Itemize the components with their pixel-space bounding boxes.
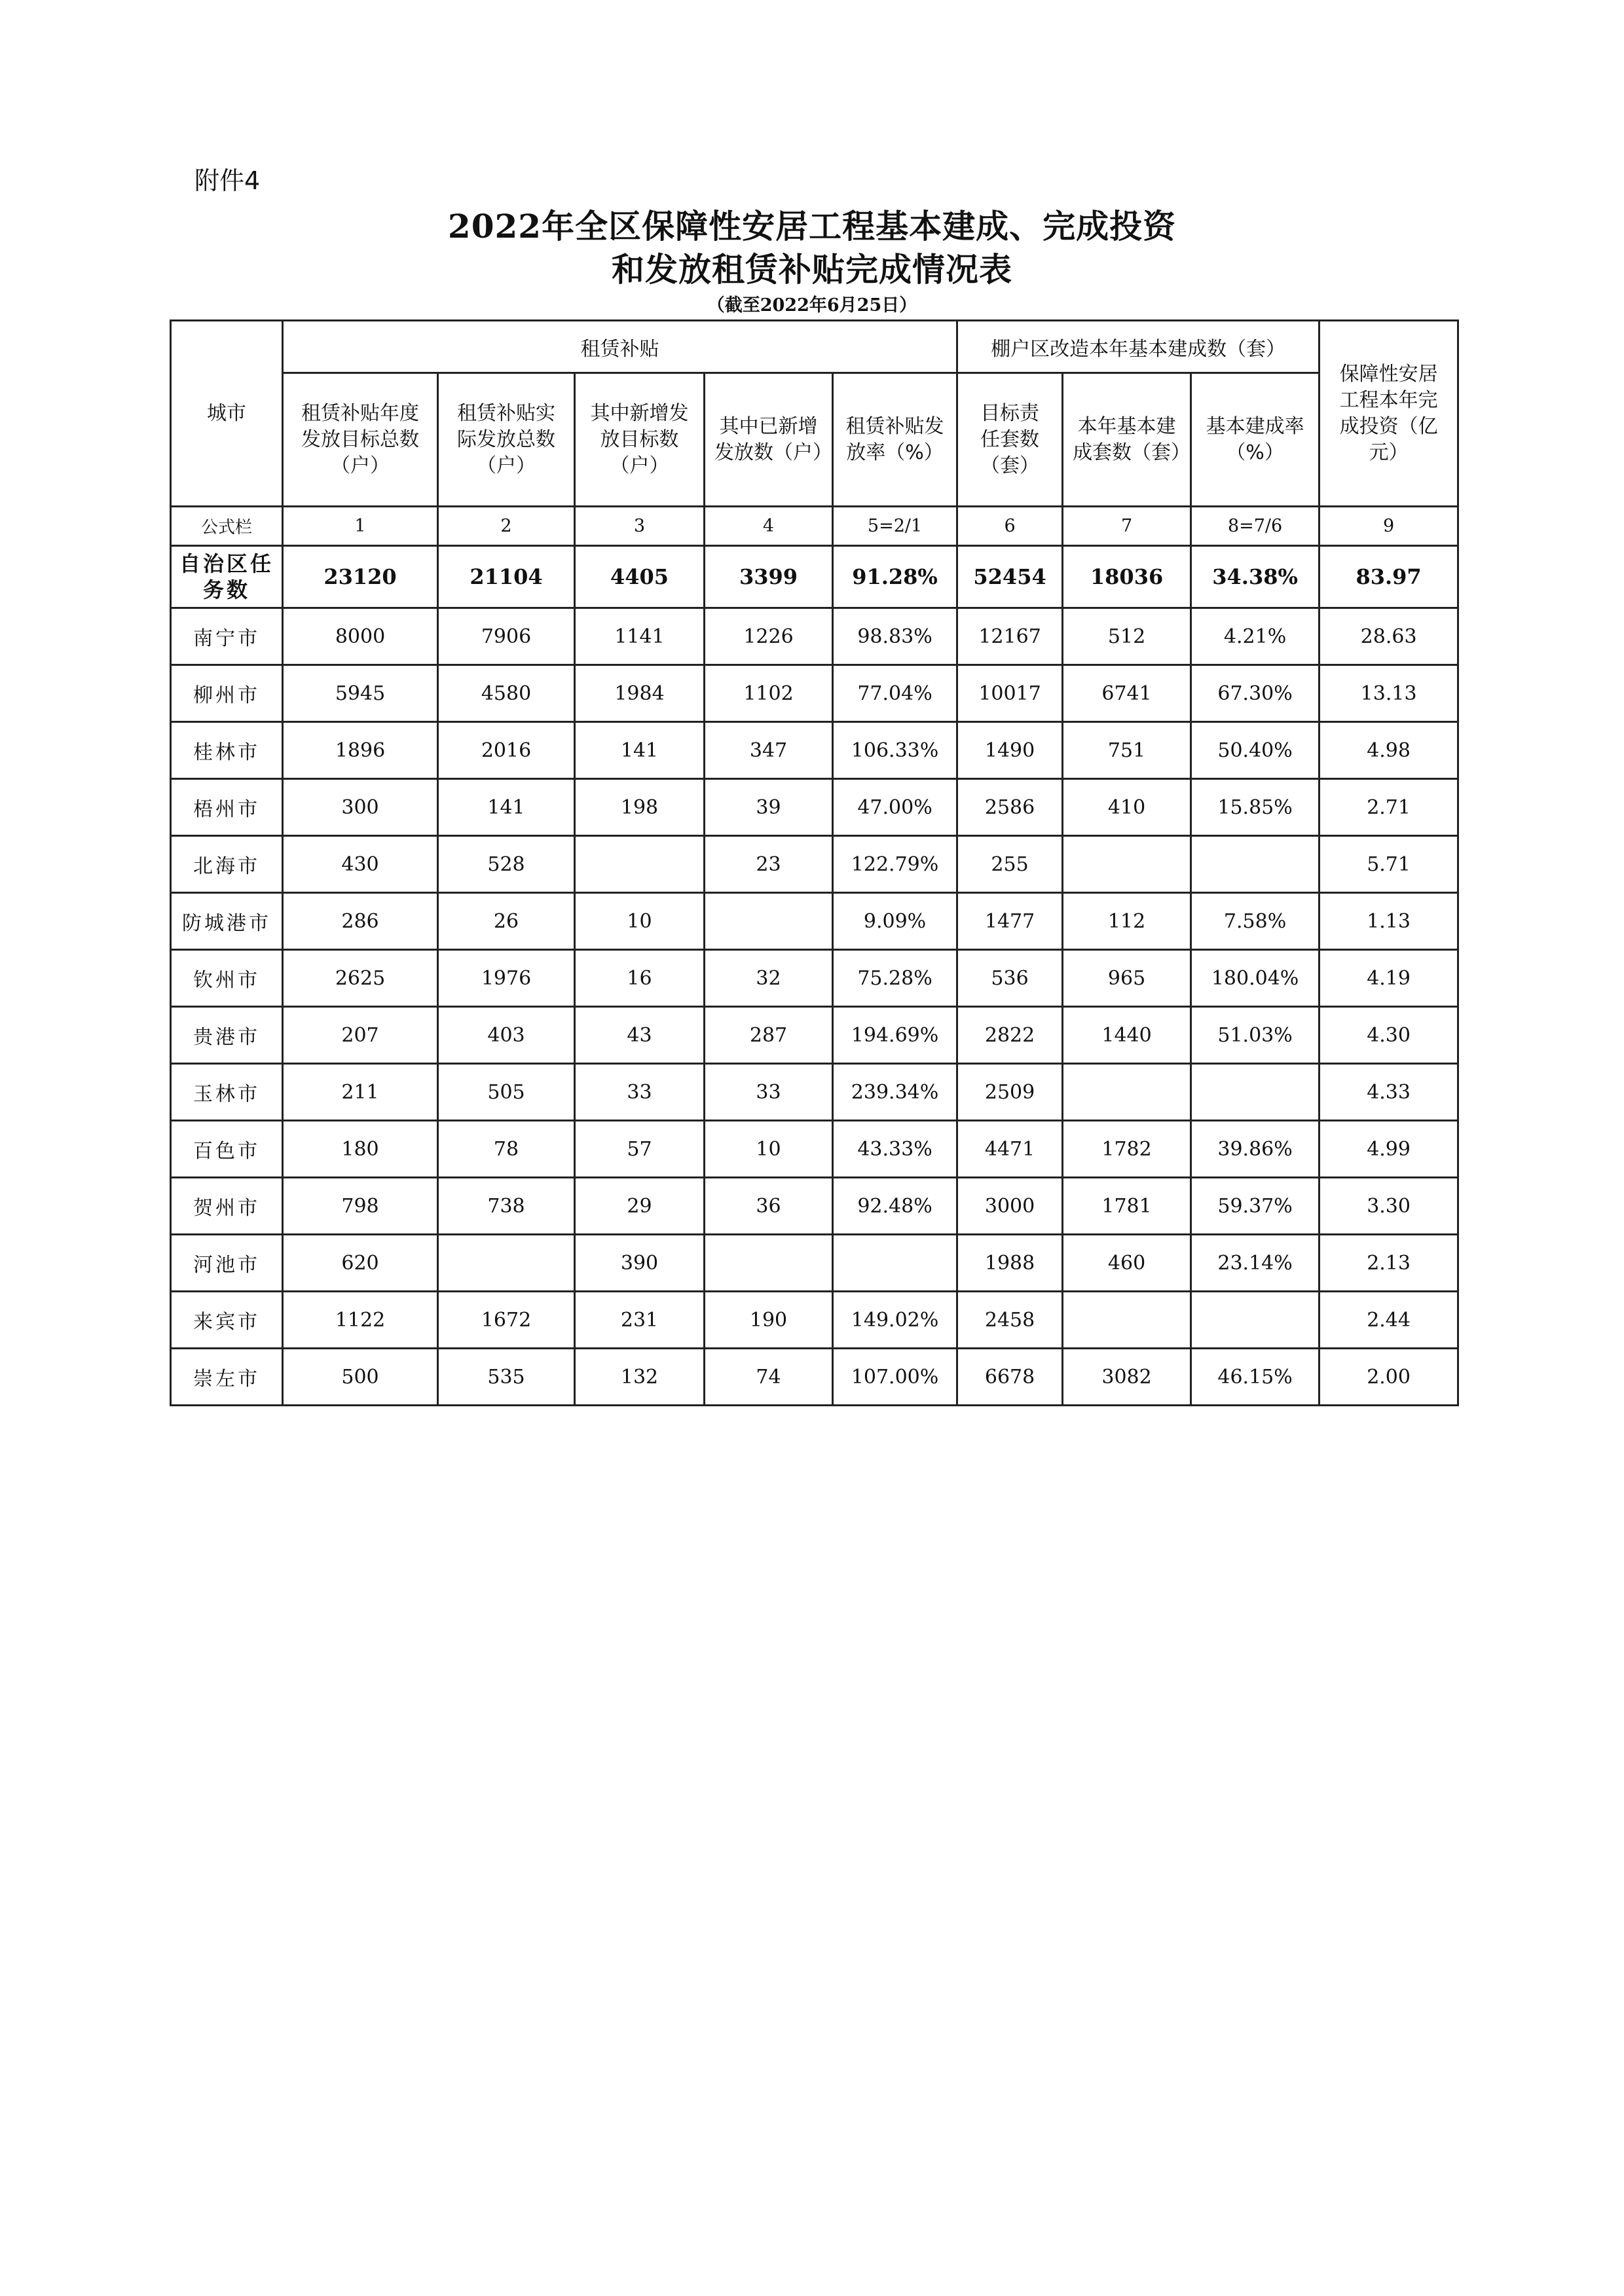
city-name: 玉林市 bbox=[171, 1064, 283, 1121]
table-cell: 33 bbox=[575, 1064, 705, 1121]
formula-cell: 7 bbox=[1063, 507, 1191, 546]
table-cell: 1141 bbox=[575, 608, 705, 665]
col-header-target-units: 目标责任套数（套） bbox=[957, 373, 1063, 507]
table-cell: 28.63 bbox=[1320, 608, 1458, 665]
total-cell: 52454 bbox=[957, 546, 1063, 608]
header-row-1 bbox=[171, 321, 1458, 373]
table-cell: 2.44 bbox=[1320, 1292, 1458, 1349]
table-cell: 50.40% bbox=[1191, 722, 1320, 779]
total-cell: 34.38% bbox=[1191, 546, 1320, 608]
table-cell bbox=[1063, 1292, 1191, 1349]
table-cell: 1672 bbox=[438, 1292, 575, 1349]
table-cell: 180 bbox=[283, 1121, 438, 1178]
table-cell bbox=[1191, 1292, 1320, 1349]
table-cell: 211 bbox=[283, 1064, 438, 1121]
city-name: 百色市 bbox=[171, 1121, 283, 1178]
table-cell: 1782 bbox=[1063, 1121, 1191, 1178]
table-row bbox=[171, 1007, 1458, 1064]
table-cell: 2.00 bbox=[1320, 1349, 1458, 1406]
table-cell: 13.13 bbox=[1320, 665, 1458, 722]
table-cell: 4.30 bbox=[1320, 1007, 1458, 1064]
document-title-line-2: 和发放租赁补贴完成情况表 bbox=[612, 250, 1012, 289]
total-cell: 18036 bbox=[1063, 546, 1191, 608]
table-cell: 239.34% bbox=[833, 1064, 957, 1121]
table-cell: 141 bbox=[575, 722, 705, 779]
investment-header: 保障性安居工程本年完成投资（亿元） bbox=[1320, 321, 1458, 507]
table-cell: 43.33% bbox=[833, 1121, 957, 1178]
col-header-issue-rate: 租赁补贴发放率（%） bbox=[833, 373, 957, 507]
table-cell: 36 bbox=[705, 1178, 833, 1235]
table-cell: 7906 bbox=[438, 608, 575, 665]
table-row bbox=[171, 1064, 1458, 1121]
table-cell: 403 bbox=[438, 1007, 575, 1064]
col-header-completion-rate: 基本建成率（%） bbox=[1191, 373, 1320, 507]
table-cell: 4471 bbox=[957, 1121, 1063, 1178]
table-cell: 112 bbox=[1063, 893, 1191, 950]
table-cell: 505 bbox=[438, 1064, 575, 1121]
table-cell: 4.99 bbox=[1320, 1121, 1458, 1178]
col-header-completed-units: 本年基本建成套数（套） bbox=[1063, 373, 1191, 507]
table-cell: 29 bbox=[575, 1178, 705, 1235]
city-name: 北海市 bbox=[171, 836, 283, 893]
table-cell: 3082 bbox=[1063, 1349, 1191, 1406]
col-header-annual-target: 租赁补贴年度发放目标总数（户） bbox=[283, 373, 438, 507]
table-cell: 536 bbox=[957, 950, 1063, 1007]
table-cell: 4.98 bbox=[1320, 722, 1458, 779]
table-cell: 1988 bbox=[957, 1235, 1063, 1292]
table-cell: 798 bbox=[283, 1178, 438, 1235]
table-cell: 620 bbox=[283, 1235, 438, 1292]
table-cell: 738 bbox=[438, 1178, 575, 1235]
table-cell bbox=[833, 1235, 957, 1292]
table-cell: 2.71 bbox=[1320, 779, 1458, 836]
table-cell: 4580 bbox=[438, 665, 575, 722]
table-row bbox=[171, 608, 1458, 665]
table-cell: 7.58% bbox=[1191, 893, 1320, 950]
total-cell: 21104 bbox=[438, 546, 575, 608]
city-name: 贵港市 bbox=[171, 1007, 283, 1064]
table-row bbox=[171, 1121, 1458, 1178]
table-cell: 1490 bbox=[957, 722, 1063, 779]
city-name: 钦州市 bbox=[171, 950, 283, 1007]
city-name: 柳州市 bbox=[171, 665, 283, 722]
table-cell: 33 bbox=[705, 1064, 833, 1121]
table-cell: 2586 bbox=[957, 779, 1063, 836]
table-cell: 287 bbox=[705, 1007, 833, 1064]
table-cell: 430 bbox=[283, 836, 438, 893]
table-cell: 6741 bbox=[1063, 665, 1191, 722]
table-cell: 77.04% bbox=[833, 665, 957, 722]
table-cell: 2458 bbox=[957, 1292, 1063, 1349]
table-cell: 149.02% bbox=[833, 1292, 957, 1349]
table-cell bbox=[705, 1235, 833, 1292]
table-cell: 300 bbox=[283, 779, 438, 836]
table-cell: 32 bbox=[705, 950, 833, 1007]
col-header-new-target: 其中新增发放目标数（户） bbox=[575, 373, 705, 507]
table-cell: 3000 bbox=[957, 1178, 1063, 1235]
table-cell: 122.79% bbox=[833, 836, 957, 893]
table-cell bbox=[1063, 836, 1191, 893]
formula-cell: 6 bbox=[957, 507, 1063, 546]
formula-cell: 4 bbox=[705, 507, 833, 546]
table-cell: 2822 bbox=[957, 1007, 1063, 1064]
city-name: 南宁市 bbox=[171, 608, 283, 665]
table-cell: 141 bbox=[438, 779, 575, 836]
table-cell bbox=[1191, 1064, 1320, 1121]
city-name: 防城港市 bbox=[171, 893, 283, 950]
city-name: 来宾市 bbox=[171, 1292, 283, 1349]
city-name: 河池市 bbox=[171, 1235, 283, 1292]
table-cell: 231 bbox=[575, 1292, 705, 1349]
table-cell: 23.14% bbox=[1191, 1235, 1320, 1292]
completion-table bbox=[170, 319, 1459, 1406]
table-cell: 2509 bbox=[957, 1064, 1063, 1121]
total-cell: 4405 bbox=[575, 546, 705, 608]
table-cell: 4.19 bbox=[1320, 950, 1458, 1007]
table-cell: 1477 bbox=[957, 893, 1063, 950]
table-row bbox=[171, 1235, 1458, 1292]
table-cell: 390 bbox=[575, 1235, 705, 1292]
city-name: 贺州市 bbox=[171, 1178, 283, 1235]
city-name: 桂林市 bbox=[171, 722, 283, 779]
table-cell bbox=[705, 893, 833, 950]
table-cell: 98.83% bbox=[833, 608, 957, 665]
total-cell: 23120 bbox=[283, 546, 438, 608]
table-cell: 286 bbox=[283, 893, 438, 950]
table-cell: 1984 bbox=[575, 665, 705, 722]
total-row bbox=[171, 546, 1458, 608]
table-cell: 2625 bbox=[283, 950, 438, 1007]
table-cell: 16 bbox=[575, 950, 705, 1007]
table-cell: 1781 bbox=[1063, 1178, 1191, 1235]
table-cell: 39.86% bbox=[1191, 1121, 1320, 1178]
table-cell: 74 bbox=[705, 1349, 833, 1406]
table-cell: 57 bbox=[575, 1121, 705, 1178]
table-cell: 2.13 bbox=[1320, 1235, 1458, 1292]
total-row-label: 自治区任务数 bbox=[171, 546, 283, 608]
city-header: 城市 bbox=[171, 321, 283, 507]
table-cell: 207 bbox=[283, 1007, 438, 1064]
table-cell: 1896 bbox=[283, 722, 438, 779]
total-cell: 91.28% bbox=[833, 546, 957, 608]
table-cell: 1102 bbox=[705, 665, 833, 722]
table-row bbox=[171, 779, 1458, 836]
table-cell: 39 bbox=[705, 779, 833, 836]
formula-cell: 5=2/1 bbox=[833, 507, 957, 546]
table-row bbox=[171, 1292, 1458, 1349]
formula-cell: 1 bbox=[283, 507, 438, 546]
shantytown-group-header: 棚户区改造本年基本建成数（套） bbox=[957, 321, 1320, 373]
table-cell: 106.33% bbox=[833, 722, 957, 779]
table-row bbox=[171, 836, 1458, 893]
table-cell: 23 bbox=[705, 836, 833, 893]
table-cell: 92.48% bbox=[833, 1178, 957, 1235]
table-cell: 8000 bbox=[283, 608, 438, 665]
table-cell: 10017 bbox=[957, 665, 1063, 722]
table-cell: 1976 bbox=[438, 950, 575, 1007]
table-cell: 10 bbox=[575, 893, 705, 950]
table-cell: 78 bbox=[438, 1121, 575, 1178]
table-row bbox=[171, 950, 1458, 1007]
table-cell: 59.37% bbox=[1191, 1178, 1320, 1235]
table-cell: 10 bbox=[705, 1121, 833, 1178]
table-cell: 4.21% bbox=[1191, 608, 1320, 665]
table-cell bbox=[575, 836, 705, 893]
table-cell: 46.15% bbox=[1191, 1349, 1320, 1406]
table-cell: 535 bbox=[438, 1349, 575, 1406]
table-cell: 965 bbox=[1063, 950, 1191, 1007]
table-row bbox=[171, 665, 1458, 722]
table-cell: 75.28% bbox=[833, 950, 957, 1007]
table-cell: 107.00% bbox=[833, 1349, 957, 1406]
table-cell: 198 bbox=[575, 779, 705, 836]
table-cell: 67.30% bbox=[1191, 665, 1320, 722]
total-cell: 83.97 bbox=[1320, 546, 1458, 608]
table-cell: 3.30 bbox=[1320, 1178, 1458, 1235]
table-cell: 460 bbox=[1063, 1235, 1191, 1292]
formula-cell: 9 bbox=[1320, 507, 1458, 546]
table-cell: 5.71 bbox=[1320, 836, 1458, 893]
table-cell: 2016 bbox=[438, 722, 575, 779]
table-cell: 1226 bbox=[705, 608, 833, 665]
table-cell: 751 bbox=[1063, 722, 1191, 779]
table-cell bbox=[1191, 836, 1320, 893]
col-header-new-issued: 其中已新增发放数（户） bbox=[705, 373, 833, 507]
attachment-label: 附件4 bbox=[194, 166, 261, 195]
table-cell: 528 bbox=[438, 836, 575, 893]
city-name: 崇左市 bbox=[171, 1349, 283, 1406]
table-cell: 15.85% bbox=[1191, 779, 1320, 836]
table-row bbox=[171, 1178, 1458, 1235]
total-cell: 3399 bbox=[705, 546, 833, 608]
table-cell: 6678 bbox=[957, 1349, 1063, 1406]
col-header-actual-issued: 租赁补贴实际发放总数（户） bbox=[438, 373, 575, 507]
table-cell: 410 bbox=[1063, 779, 1191, 836]
table-cell: 47.00% bbox=[833, 779, 957, 836]
table-cell: 43 bbox=[575, 1007, 705, 1064]
formula-label: 公式栏 bbox=[171, 507, 283, 546]
table-cell bbox=[438, 1235, 575, 1292]
table-cell: 9.09% bbox=[833, 893, 957, 950]
table-cell: 1.13 bbox=[1320, 893, 1458, 950]
table-cell: 255 bbox=[957, 836, 1063, 893]
as-of-date: （截至2022年6月25日） bbox=[707, 295, 917, 316]
table-cell: 190 bbox=[705, 1292, 833, 1349]
formula-cell: 3 bbox=[575, 507, 705, 546]
header-row-2 bbox=[171, 373, 1458, 507]
table-cell bbox=[1063, 1064, 1191, 1121]
table-cell: 4.33 bbox=[1320, 1064, 1458, 1121]
table-cell: 194.69% bbox=[833, 1007, 957, 1064]
table-cell: 5945 bbox=[283, 665, 438, 722]
document-title-line-1: 2022年全区保障性安居工程基本建成、完成投资 bbox=[447, 207, 1177, 246]
table-cell: 347 bbox=[705, 722, 833, 779]
table-row bbox=[171, 722, 1458, 779]
table-cell: 26 bbox=[438, 893, 575, 950]
table-cell: 12167 bbox=[957, 608, 1063, 665]
rental-subsidy-group-header: 租赁补贴 bbox=[283, 321, 957, 373]
table-cell: 1440 bbox=[1063, 1007, 1191, 1064]
table-cell: 1122 bbox=[283, 1292, 438, 1349]
formula-cell: 8=7/6 bbox=[1191, 507, 1320, 546]
table-cell: 500 bbox=[283, 1349, 438, 1406]
table-row bbox=[171, 893, 1458, 950]
table-cell: 512 bbox=[1063, 608, 1191, 665]
table-cell: 180.04% bbox=[1191, 950, 1320, 1007]
city-name: 梧州市 bbox=[171, 779, 283, 836]
table-cell: 51.03% bbox=[1191, 1007, 1320, 1064]
formula-cell: 2 bbox=[438, 507, 575, 546]
formula-row bbox=[171, 507, 1458, 546]
table-row bbox=[171, 1349, 1458, 1406]
table-cell: 132 bbox=[575, 1349, 705, 1406]
